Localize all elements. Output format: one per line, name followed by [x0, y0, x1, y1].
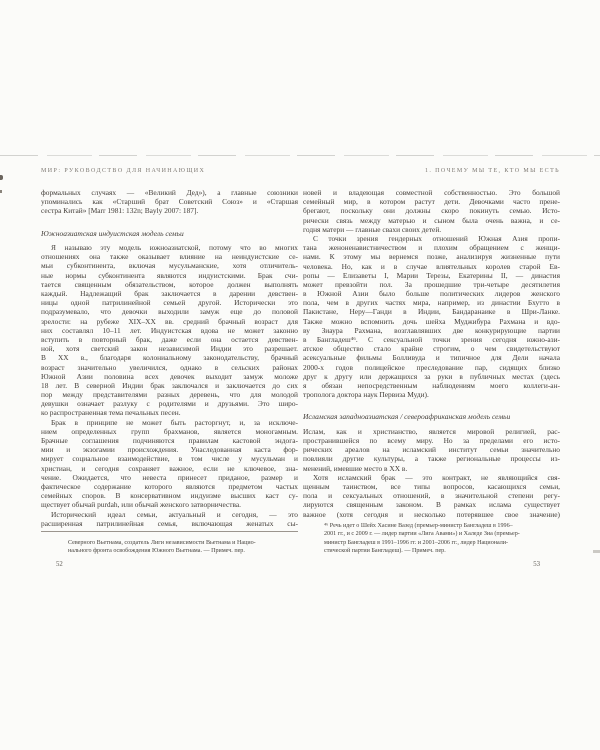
text-line: семейных споров. В консервативном индуизме высших каст су-	[41, 491, 298, 501]
text-line: формальных случаях — «Великий Дед»), а главные союзники	[41, 188, 298, 197]
text-line: годня матери — главные свахи своих детей.	[303, 224, 442, 234]
paragraph	[303, 473, 560, 519]
text-line: рических ареалов на исламский институт семьи значительно	[303, 445, 560, 455]
page-body-right	[303, 188, 560, 519]
text-line: я обязан непосредственным наблюдениям моего коллеги-ан-	[303, 380, 560, 390]
text-line: человека. Но, как и в случае влиятельных королев старой Ев-	[303, 261, 560, 271]
paragraph	[41, 510, 298, 528]
text-line: ницы одной патрилинейной семьей другой. Исторически это	[41, 298, 298, 308]
text-line: ной, хотя светский закон независимой Индии это разрешает.	[41, 344, 298, 354]
text-line: них составлял 10–11 лет. Индуистская вдова не может законно	[41, 325, 298, 335]
text-line: в Бангладеш⁴⁶. С сексуальной точки зрения сегодня южно-ази-	[303, 335, 560, 344]
text-line: сестра Китай» [Marr 1981: 132n; Bayly 2007: 187].	[41, 206, 199, 216]
text-line: ропы — Елизаветы I, Марии Терезы, Екатерины II, — династия	[303, 270, 560, 280]
text-line: христиан, и сегодня сохраняет важное, если не ключевое, зна-	[41, 463, 298, 473]
text-line: возраст значительно увеличился, однако в сельских районах	[41, 362, 298, 372]
text-line: зрелости: на рубеже XIX–XX вв. средний брачный возраст для	[41, 316, 298, 326]
footnote-left	[41, 539, 298, 556]
text-line: нием определенных групп брахманов, является моногамным.	[41, 426, 298, 436]
scan-artifact	[0, 190, 2, 193]
running-header-right: 1. ПОЧЕМУ МЫ ТЕ, КТО МЫ ЕСТЬ	[424, 168, 560, 174]
left-page-column	[41, 168, 298, 568]
text-line: девушки означает разлуку с родителями и друзьями. Это широ-	[41, 399, 298, 409]
text-line: менений, имевшие место в XX в.	[303, 463, 408, 473]
text-line: каждый. Надлежащий брак заключается в дарении девствен-	[41, 289, 298, 298]
text-line: фактическое содержание которого являются предметом частых	[41, 481, 298, 491]
text-line: отношениях она также оказывает влияние на неиндуистские се-	[41, 252, 298, 262]
text-line: Исторический идеал семьи, актуальный и сегодня, — это	[51, 509, 298, 519]
text-line: подразумевало, что девочки выходили замуж еще до половой	[41, 307, 298, 317]
section-heading: Южноазиатская индуистская модель семьи	[41, 228, 184, 238]
text-line: Также можно вспомнить дочь шейха Муджибура Рахмана и вдо-	[303, 316, 560, 326]
text-line: С точки зрения гендерных отношений Южная Азия пропи-	[313, 233, 560, 243]
text-line: щенным таинством, все типы вопросов, касающихся семьи,	[303, 481, 560, 491]
footnote-line: стической партии Бангладеш). — Примеч. пер.	[324, 547, 446, 554]
text-line: Я называю эту модель южноазиатской, потому что во многих	[51, 243, 298, 253]
text-line: вступить в повторный брак, даже если она остается девствен-	[41, 334, 298, 344]
paragraph	[303, 427, 560, 473]
text-line: рически связь между матерью и сыном была очень важна, и се-	[303, 215, 560, 225]
footnote-line: нального фронта освобождения Южного Вьетнама. — Примеч. пер.	[68, 548, 245, 555]
footnote-right	[303, 522, 560, 555]
text-line: лируются священным законом. В рамках ислама существует	[303, 500, 560, 510]
text-line: мьи субконтинента, включая мусульманские, хотя отличитель-	[41, 261, 298, 271]
paragraph	[303, 188, 560, 234]
paragraph	[303, 234, 560, 399]
text-line: чение. Ожидается, что невеста принесет приданое, размер и	[41, 472, 298, 482]
text-line: новей и владеющая совместной собственностью. Это большой	[303, 188, 560, 197]
text-line: упоминались как «Старший брат Советский Союз» и «Старшая	[41, 197, 298, 207]
scan-artifact	[593, 550, 600, 553]
text-line: ко распространенная тема печальных песен.	[41, 408, 181, 418]
text-line: семейный мир, в котором растут дети. Девочками часто прене-	[303, 197, 560, 207]
text-line: важное (хотя сегодня и несколько потерявшее свое значение)	[303, 509, 560, 519]
text-line: мии и экзогамии происхождения. Унаследованная каста фор-	[41, 445, 298, 455]
paragraph	[41, 188, 298, 216]
section-heading: Исламская западноазиатская / североафриканская модель семьи	[303, 412, 511, 422]
text-line: расширенная патрилинейная семья, включающая женатых сы-	[41, 518, 298, 528]
text-line: пор между представителями разных деревень, что для молодой	[41, 390, 298, 400]
text-line: тается священным обязательством, которое должен выполнять	[41, 279, 298, 289]
text-line: пола и сексуальных отношений, в значительной степени регу-	[303, 491, 560, 501]
scan-artifact	[0, 175, 3, 180]
text-line: Брак в принципе не может быть расторгнут, и, за исключе-	[51, 417, 298, 427]
footnote-rule	[41, 531, 298, 532]
text-line: пространившейся по всему миру. Но за пределами его исто-	[303, 436, 560, 445]
footnote-line: Северного Вьетнама, создатель Лиги независимости Вьетнама и Нацио-	[68, 540, 256, 546]
text-line: Ислам, как и христианство, является мировой религией, рас-	[303, 426, 560, 436]
text-line: Южной Азии половина всех девочек выходит замуж моложе	[41, 371, 298, 381]
text-line: пола, чем в других частях мира, например, из династии Бхутто в	[303, 298, 560, 308]
text-line: атское общество стало крайне строгим, о чем свидетельствуют	[303, 344, 560, 354]
page-number-left: 52	[56, 561, 63, 568]
page-number-right: 53	[533, 561, 540, 568]
text-line: ные нормы субконтинента являются индуистскими. Брак счи-	[41, 270, 298, 280]
text-line: 18 лет. В северной Индии брак заключался и заключается до сих	[41, 380, 298, 390]
paragraph	[41, 243, 298, 418]
text-line: мирует социальное взаимодействие, в том числе у мусульман и	[41, 454, 298, 464]
text-line: ществует обычай purdah, или обычай женского затворничества.	[41, 500, 241, 510]
page-body-left	[41, 188, 298, 528]
text-line: друг к другу или держащихся за руки в публичных местах (здесь	[303, 371, 560, 381]
text-line: Хотя исламский брак — это контракт, не являющийся свя-	[313, 472, 560, 482]
text-line: в Южной Азии было больше политических лидеров женского	[303, 289, 560, 299]
text-line: тана женоненавистничеством и плохим обращением с женщи-	[303, 243, 560, 253]
text-line: брегают, поскольку они должны скоро покинуть семью. Исто-	[303, 206, 560, 216]
text-line: ву Зиаура Рахмана, возглавлявших две конкурирующие партии	[303, 325, 560, 335]
text-line: повлияли другие культуры, а также региональные процессы из-	[303, 454, 560, 464]
text-line: трополога доктора наук Первиза Муди).	[303, 390, 429, 400]
footnote-line: 2001 гг., и с 2009 г. — лидер партии «Лига Авами») и Халеде Зиа (премьер-	[324, 531, 520, 538]
right-page-column	[303, 168, 560, 568]
text-line: асексуальные фильмы Болливуда и типичное для Дели начала	[303, 353, 560, 363]
text-line: Брачные соглашения подчиняются правилам кастовой эндога-	[41, 436, 298, 445]
footnote-line: министр Бангладеш в 1991–1996 гг. и 2001–2006 гг., лидер Национали-	[324, 539, 509, 546]
text-line: Пакистане, Неру—Ганди в Индии, Бандаранаике в Шри-Ланке.	[303, 307, 560, 317]
paragraph	[41, 418, 298, 510]
text-line: 2000-х годов полицейское преследование пар, сидящих близко	[303, 362, 560, 372]
text-line: В XX в., благодаря колониальному законодательству, брачный	[41, 353, 298, 363]
page-top-edge	[0, 155, 600, 156]
text-line: нами. К этому мы вернемся позже, анализируя жизненные пути	[303, 252, 560, 262]
footnote-line: ⁴⁶ Речь идет о Шейх Хасине Вазед (премьер-министр Бангладеш в 1996–	[324, 523, 513, 529]
running-header-left: МИР: РУКОВОДСТВО ДЛЯ НАЧИНАЮЩИХ	[41, 168, 206, 174]
text-line: может превзойти пол. За прошедшие три-четыре десятилетия	[303, 279, 560, 289]
